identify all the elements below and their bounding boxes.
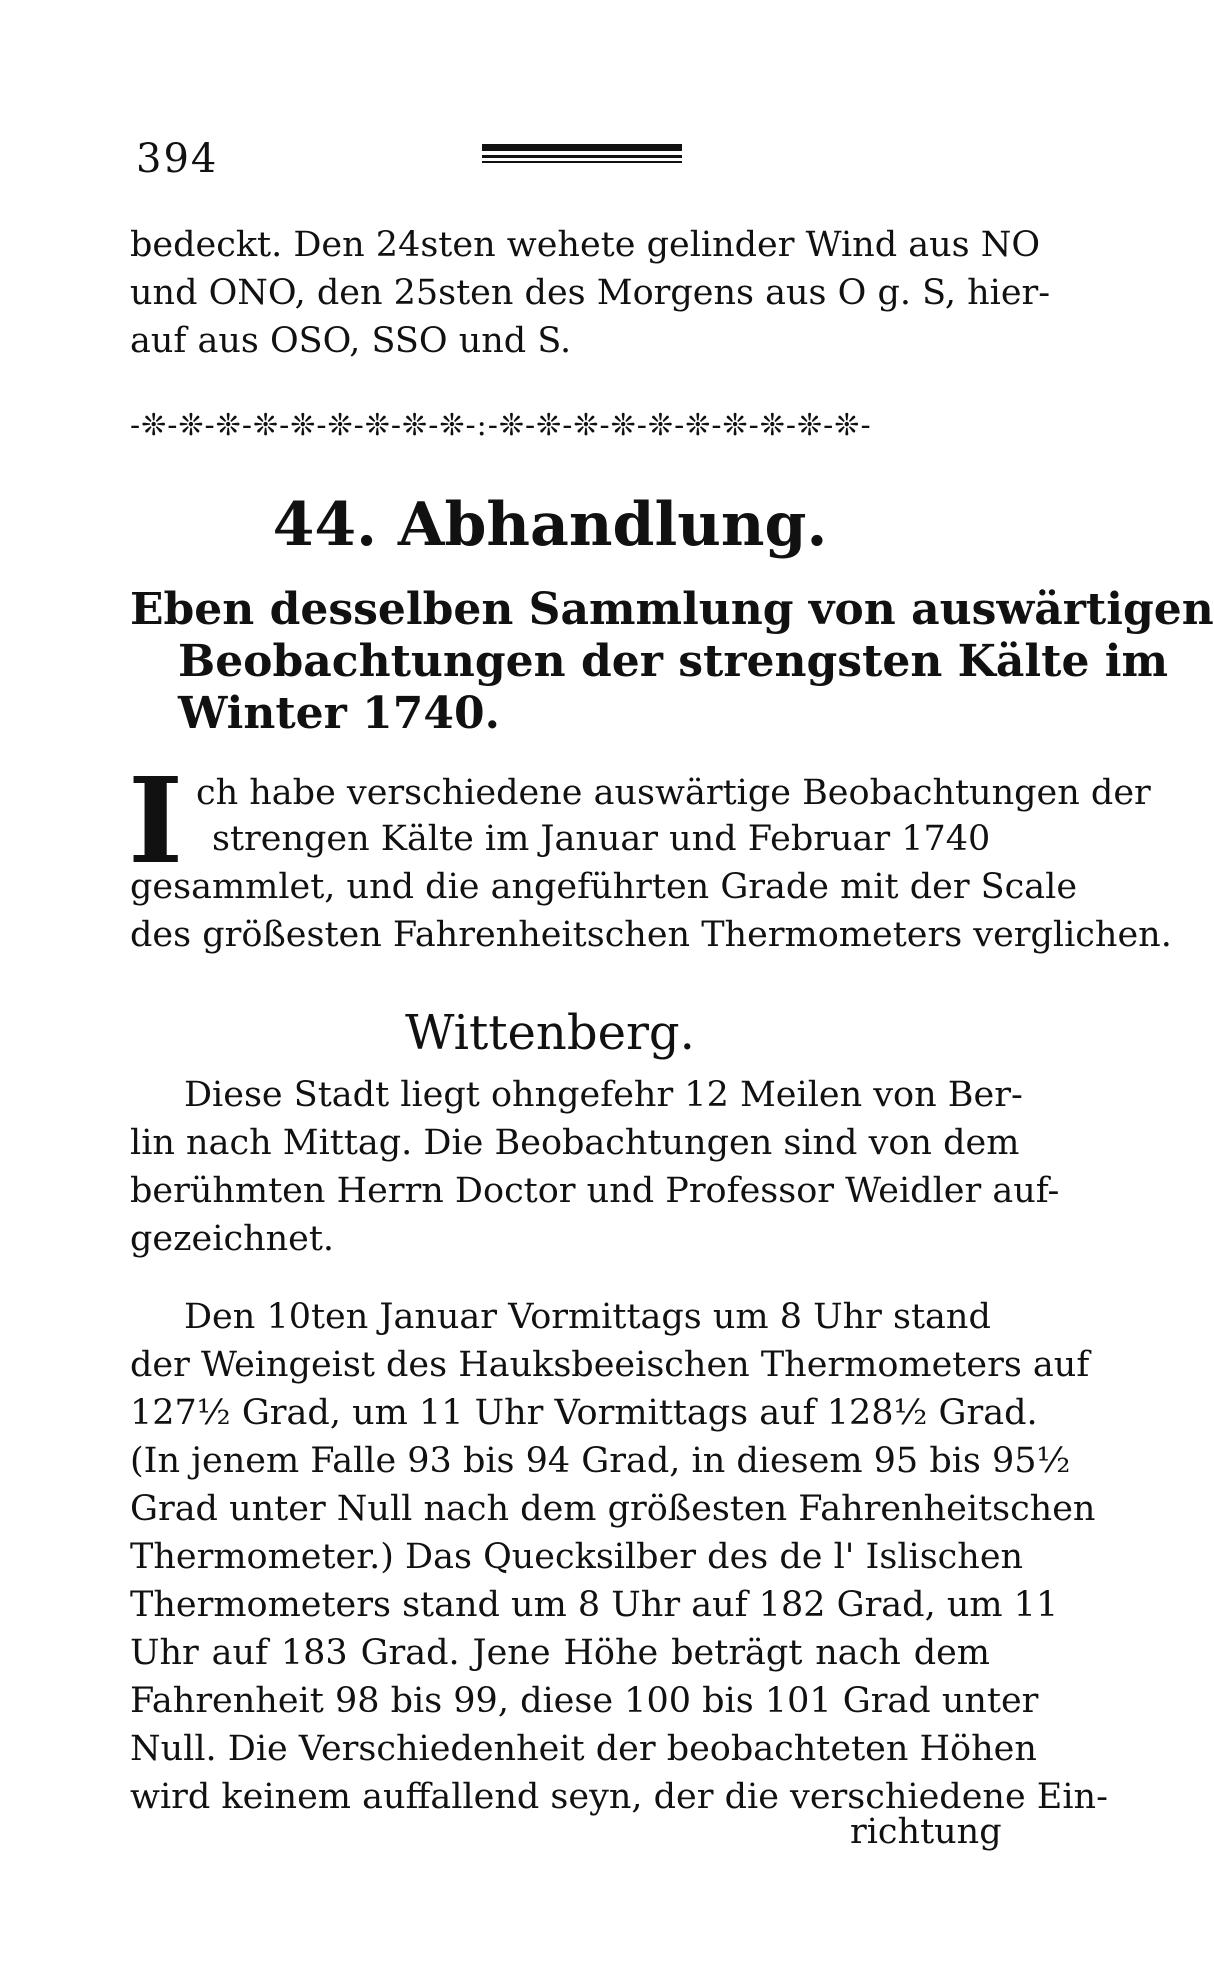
ornamental-divider: -❊-❊-❊-❊-❊-❊-❊-❊-❊-:-❊-❊-❊-❊-❊-❊-❊-❊-❊-❊- [130, 408, 872, 443]
carryover-line: auf aus OSO, SSO und S. [130, 321, 572, 361]
paragraph-line: berühmten Herrn Doctor und Professor Weidler auf- [130, 1171, 1060, 1211]
subtitle-line: Winter 1740. [178, 688, 500, 739]
subtitle-line: Eben desselben Sammlung von auswärtigen [130, 584, 1214, 635]
intro-line: ch habe verschiedene auswärtige Beobachtungen der [196, 773, 1151, 813]
paragraph-line: 127½ Grad, um 11 Uhr Vormittags auf 128½ Grad. [130, 1393, 1038, 1433]
paragraph-line: Thermometer.) Das Quecksilber des de l' Islischen [130, 1537, 1024, 1577]
subtitle-line: Beobachtungen der strengsten Kälte im [178, 636, 1169, 687]
intro-line: strengen Kälte im Januar und Februar 1740 [212, 819, 991, 859]
paragraph-line: wird keinem auffallend seyn, der die verschiedene Ein- [130, 1777, 1108, 1817]
chapter-title: 44. Abhandlung. [272, 490, 828, 560]
paragraph-line: Null. Die Verschiedenheit der beobachteten Höhen [130, 1729, 1037, 1769]
section-heading: Wittenberg. [405, 1005, 695, 1061]
paragraph-line: lin nach Mittag. Die Beobachtungen sind von dem [130, 1123, 1020, 1163]
paragraph-line: Diese Stadt liegt ohngefehr 12 Meilen von Ber- [184, 1075, 1023, 1115]
intro-line: des größesten Fahrenheitschen Thermometers verglichen. [130, 915, 1172, 955]
catchword: richtung [850, 1812, 1002, 1852]
carryover-line: bedeckt. Den 24sten wehete gelinder Wind aus NO [130, 225, 1041, 265]
paragraph-line: Uhr auf 183 Grad. Jene Höhe beträgt nach dem [130, 1633, 990, 1673]
paragraph-line: (In jenem Falle 93 bis 94 Grad, in diesem 95 bis 95½ [130, 1441, 1071, 1481]
paragraph-line: Thermometers stand um 8 Uhr auf 182 Grad, um 11 [130, 1585, 1059, 1625]
paragraph-line: Den 10ten Januar Vormittags um 8 Uhr stand [184, 1297, 991, 1337]
header-rule [482, 144, 682, 163]
paragraph-line: der Weingeist des Hauksbeeischen Thermometers auf [130, 1345, 1090, 1385]
intro-line: gesammlet, und die angeführten Grade mit der Scale [130, 867, 1078, 907]
carryover-line: und ONO, den 25sten des Morgens aus O g. S, hier- [130, 273, 1051, 313]
page-number: 394 [136, 136, 219, 182]
paragraph-line: gezeichnet. [130, 1219, 335, 1259]
drop-cap: I [128, 751, 184, 890]
paragraph-line: Grad unter Null nach dem größesten Fahrenheitschen [130, 1489, 1096, 1529]
paragraph-line: Fahrenheit 98 bis 99, diese 100 bis 101 Grad unter [130, 1681, 1039, 1721]
